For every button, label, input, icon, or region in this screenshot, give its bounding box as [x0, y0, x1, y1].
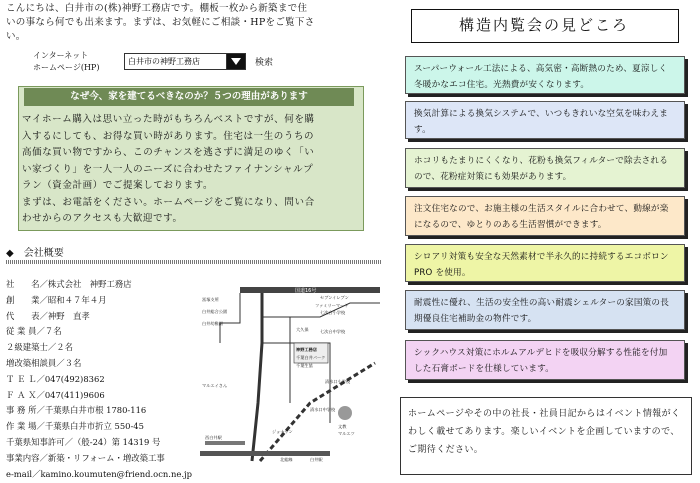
- reasons-line: わせからのアクセスも大歓迎です。: [22, 213, 183, 224]
- company-details: [6, 277, 206, 482]
- feature-box-4: [405, 196, 685, 236]
- dropdown-button[interactable]: [226, 54, 245, 69]
- intro-text: [6, 2, 386, 44]
- roundabout-marker: [338, 406, 352, 420]
- map-label: 千葉白井パーク: [296, 355, 326, 360]
- feature-text: シックハウス対策にホルムアルデヒドを吸収分解する性能を付加した石膏ボードを仕様しています。: [414, 348, 668, 374]
- map-label: 西白井駅: [205, 435, 222, 440]
- feature-text: 換気計算による換気システムで、いつもきれいな空気を味わえます。: [414, 109, 668, 135]
- search-label-line: ホームページ(HP): [33, 63, 100, 72]
- map-label: 大久保: [296, 327, 309, 332]
- company-divider: [6, 260, 381, 264]
- map-label: 千葉生協: [296, 363, 313, 368]
- map-label: 北総線: [280, 457, 293, 462]
- map-label-company: 神野工務店: [296, 347, 317, 352]
- map-label: 文教: [338, 424, 347, 429]
- map-label: 白井幼稚園: [202, 321, 223, 326]
- company-row: Ｆ Ａ Ｘ／047(411)9606: [6, 389, 105, 400]
- company-row: 創 業／昭和４７年４月: [6, 294, 107, 305]
- reasons-line: ラン（資金計画）でご提案しております。: [22, 180, 214, 191]
- feature-text: 注文住宅なので、お施主様の生活スタイルに合わせて、動線が楽になるので、ゆとりのある生活習慣ができます。: [414, 204, 669, 230]
- map-label: 七次台小学校: [320, 310, 346, 315]
- reasons-line: 高価な買い物ですから、このチャンスを逃さずに満足のゆく「い: [22, 147, 315, 158]
- search-button[interactable]: 検索: [255, 58, 274, 68]
- intro-line: い。: [6, 31, 26, 42]
- company-row: 代 表／神野 直孝: [6, 310, 90, 321]
- map-label: 清水口小学校: [325, 379, 351, 384]
- map-label: ジョナサン: [272, 429, 293, 434]
- company-row: 増改築相談員／３名: [6, 357, 82, 368]
- company-row: ２級建築士／２名: [6, 342, 73, 353]
- map-label: 冨塚支所: [202, 297, 219, 302]
- feature-text: スーパーウォール工法による、高気密・高断熱のため、夏涼しく冬暖かなエコ住宅。光熱費が安くなります。: [414, 64, 668, 90]
- feature-box-3: [405, 148, 685, 188]
- map-label: マルエツ: [338, 431, 355, 436]
- intro-line: こんにちは、白井市の(株)神野工務店です。棚板一枚から新築まで住: [6, 3, 308, 14]
- map-label: 七次台中学校: [320, 329, 346, 334]
- reasons-line: まずは、お電話をください。ホームページをご覧になり、問い合: [22, 196, 315, 208]
- reasons-body: [22, 112, 358, 228]
- feature-box-5: [405, 244, 685, 282]
- company-row: 事業内容／新築・リフォーム・増改築工事: [6, 452, 165, 463]
- company-row: 従 業 員／７名: [6, 326, 62, 337]
- event-note: ホームページやその中の社長・社員日記からはイベント情報がくわしく載せてあります。楽しいイベントを企画していますので、ご期待ください。: [408, 409, 681, 455]
- main-title: 構造内覧会の見どころ: [458, 16, 629, 34]
- search-label-line: インターネット: [33, 51, 89, 60]
- reasons-title: なぜ今、家を建てるべきなのか？５つの理由があります: [24, 88, 354, 106]
- feature-box-6: [405, 290, 685, 330]
- location-map: [200, 283, 382, 463]
- company-location-marker: [294, 343, 328, 363]
- intro-line: いの事なら何でも出来ます。まずは、お気軽にご相談・HPをご覧下さ: [6, 17, 315, 28]
- feature-text: ホコリもたまりにくくなり、花粉も換気フィルターで除去されるので、花粉症対策にも効果があります。: [414, 156, 668, 182]
- map-label: マルエイさん: [202, 383, 228, 388]
- search-box: [124, 53, 246, 70]
- road-south: [205, 441, 245, 445]
- feature-box-7: [405, 340, 685, 380]
- reasons-line: い家づくり」を一人一人のニーズに合わせたファイナンシャルプ: [22, 163, 314, 175]
- company-email[interactable]: e-mail／kamino.koumuten@friend.ocn.ne.jp: [6, 468, 192, 479]
- company-row: 千葉県知事許可／（般-24）第 14319 号: [6, 436, 161, 447]
- company-row: 社 名／株式会社 神野工務店: [6, 279, 132, 289]
- map-label: ファミリーマート: [315, 303, 349, 308]
- map-label-route16: 国道16号: [295, 288, 317, 294]
- company-title: ◆ 会社概要: [6, 248, 64, 259]
- triangle-down-icon: [231, 58, 241, 65]
- map-background: [200, 283, 382, 463]
- feature-text: 耐震性に優れ、生活の安全性の高い耐震シェルターの家国策の長期優良住宅補助金の物件です。: [414, 298, 670, 324]
- company-row: 作 業 場／千葉県白井市折立 550-45: [6, 421, 144, 432]
- map-label: 清水口中学校: [310, 407, 336, 412]
- map-label: 白井駅: [310, 457, 323, 462]
- map-label: 白井総合公園: [202, 309, 228, 314]
- search-input[interactable]: [125, 55, 227, 68]
- reasons-line: マイホーム購入は思い立った時がもちろんベストですが、何を購: [22, 114, 315, 125]
- feature-text: シロアリ対策も安全な天然素材で半永久的に持続するエコボロン PRO を使用。: [414, 252, 669, 278]
- company-row: 事 務 所／千葉県白井市根 1780-116: [6, 405, 147, 416]
- feature-box-2: [405, 101, 685, 139]
- reasons-line: 入するにしても、お得な買い時があります。住宅は一生のうちの: [22, 130, 315, 142]
- feature-box-1: [405, 56, 685, 94]
- map-label: セブンイレブン: [320, 295, 349, 300]
- company-row: Ｔ Ｅ Ｌ／047(492)8362: [6, 373, 105, 384]
- search-label: [33, 50, 99, 74]
- railway-hokuso: [200, 451, 330, 456]
